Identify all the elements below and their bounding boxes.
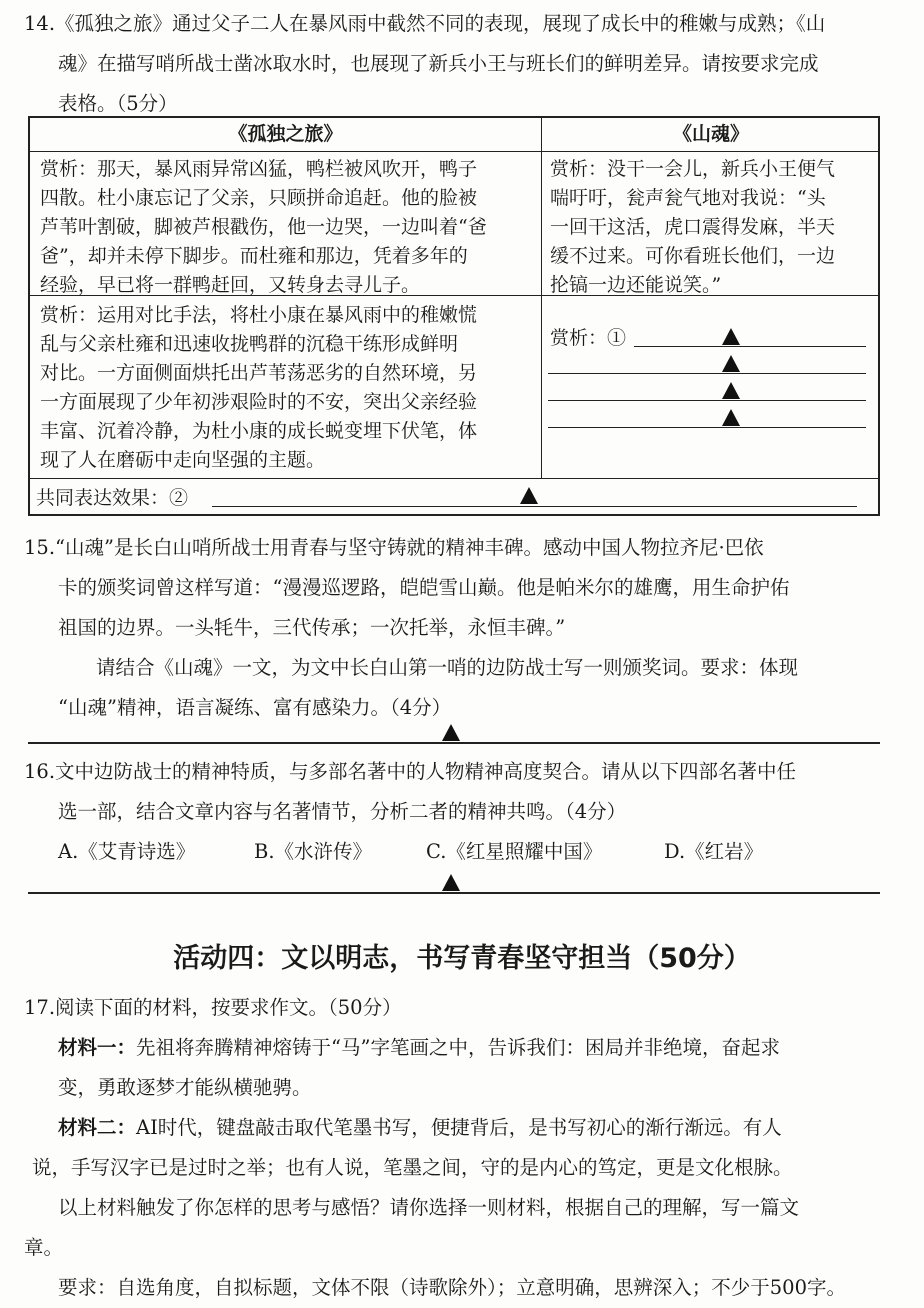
material-1-line-1: 先祖将奔腾精神熔铸于“马”字笔画之中，告诉我们：困局并非绝境，奋起求 [136,1036,780,1059]
option-d[interactable]: D.《红岩》 [664,840,764,863]
q14-line-1: 14.《孤独之旅》通过父子二人在暴风雨中截然不同的表现，展现了成长中的稚嫩与成熟；《山 [24,12,826,35]
essay-requirements: 要求：自选角度，自拟标题，文体不限（诗歌除外）；立意明确，思辨深入；不少于500字。 [58,1276,846,1299]
material-2-line-2: 说，手写汉字已是过时之举；也有人说，笔墨之间，守的是内心的笃定，更是文化根脉。 [32,1156,793,1179]
table-header-mountain-soul: 《山魂》 [672,123,749,145]
answer-1-blank-line-2[interactable] [548,373,866,374]
q15-line-5: “山魂”精神，语言凝练、富有感染力。（4分） [58,696,452,719]
q16-line-2: 选一部，结合文章内容与名著情节，分析二者的精神共鸣。（4分） [58,800,627,823]
triangle-marker-icon [442,724,460,741]
prompt-line-2: 章。 [24,1236,64,1259]
option-a[interactable]: A.《艾青诗选》 [58,840,196,863]
material-1-line-2: 变，勇敢逐梦才能纵横驰骋。 [58,1076,312,1099]
material-1-label: 材料一： [58,1036,137,1059]
triangle-marker-icon [722,355,740,372]
answer-2-label: 共同表达效果：② [36,487,189,509]
triangle-marker-icon [722,382,740,399]
question-15 [24,528,904,728]
material-2-line-1: AI时代，键盘敲击取代笔墨书写，便捷背后，是书写初心的渐行渐远。有人 [136,1116,782,1139]
q16-options [24,832,904,872]
triangle-marker-icon [722,409,740,426]
material-2-label: 材料二： [58,1116,137,1139]
table-r1c1-excerpt: 赏析：那天，暴风雨异常凶猛，鸭栏被风吹开，鸭子 四散。杜小康忘记了父亲，只顾拼命追赶。他的脸被 芦苇叶割破，脚被芦根戳伤，他一边哭，一边叫着“爸 爸”，却并未停下脚步。而杜雍和那边，凭着多年的 经验，早已将一群鸭赶回，又转身去寻儿子。 [40,158,487,296]
q14-table [28,116,880,516]
q15-line-4: 请结合《山魂》一文，为文中长白山第一哨的边防战士写一则颁奖词。要求：体现 [96,656,799,679]
answer-1-blank[interactable] [634,346,866,347]
option-c[interactable]: C.《红星照耀中国》 [426,840,603,863]
prompt-line-1: 以上材料触发了你怎样的思考与感悟？请你选择一则材料，根据自己的理解，写一篇文 [58,1196,800,1219]
q16-line-1: 16.文中边防战士的精神特质，与多部名著中的人物精神高度契合。请从以下四部名著中任 [24,760,797,783]
answer-1-blank-line-4[interactable] [548,427,866,428]
q14-line-2: 魂》在描写哨所战士凿冰取水时，也展现了新兵小王与班长们的鲜明差异。请按要求完成 [58,52,819,75]
answer-1-blank-line-3[interactable] [548,400,866,401]
answer-1-label: 赏析：① [550,327,627,349]
q15-line-3: 祖国的边界。一头牦牛，三代传承；一次托举，永恒丰碑。” [58,616,566,639]
q16-answer-line[interactable] [28,892,880,894]
q15-line-2: 卡的颁奖词曾这样写道：“漫漫巡逻路，皑皑雪山巅。他是帕米尔的雄鹰，用生命护佑 [58,576,790,599]
q15-line-1: 15.“山魂”是长白山哨所战士用青春与坚守铸就的精神丰碑。感动中国人物拉齐尼·巴依 [24,536,764,559]
table-r2c1-analysis: 赏析：运用对比手法，将杜小康在暴风雨中的稚嫩慌 乱与父亲杜雍和迅速收拢鸭群的沉稳干练形成鲜明 对比。一方面侧面烘托出芦苇荡恶劣的自然环境，另 一方面展现了少年初涉艰险时的不安，突出父亲经验 丰富、沉着冷静，为杜小康的成长蜕变埋下伏笔，体 现了人在磨砺中走向坚强的主题。 [40,304,478,471]
table-r1c2-excerpt: 赏析：没干一会儿，新兵小王便气 喘吁吁，瓮声瓮气地对我说：“头 一回干这活，虎口震得发麻，半天 缓不过来。可你看班长他们，一边 抡镐一边还能说笑。” [550,158,836,296]
answer-2-blank[interactable] [212,506,857,507]
option-b[interactable]: B.《水浒传》 [254,840,373,863]
table-header-lonely-journey: 《孤独之旅》 [228,123,343,145]
triangle-marker-icon [722,328,740,345]
triangle-marker-icon [520,487,538,504]
question-16 [24,752,904,872]
triangle-marker-icon [442,874,460,891]
question-17 [24,988,904,1308]
q14-line-3: 表格。（5分） [58,92,178,115]
q17-line-1: 17.阅读下面的材料，按要求作文。（50分） [24,996,402,1019]
section-4-title: 活动四：文以明志，书写青春坚守担当（50分） [173,943,751,974]
question-14 [24,4,904,124]
q15-answer-line[interactable] [28,742,880,744]
